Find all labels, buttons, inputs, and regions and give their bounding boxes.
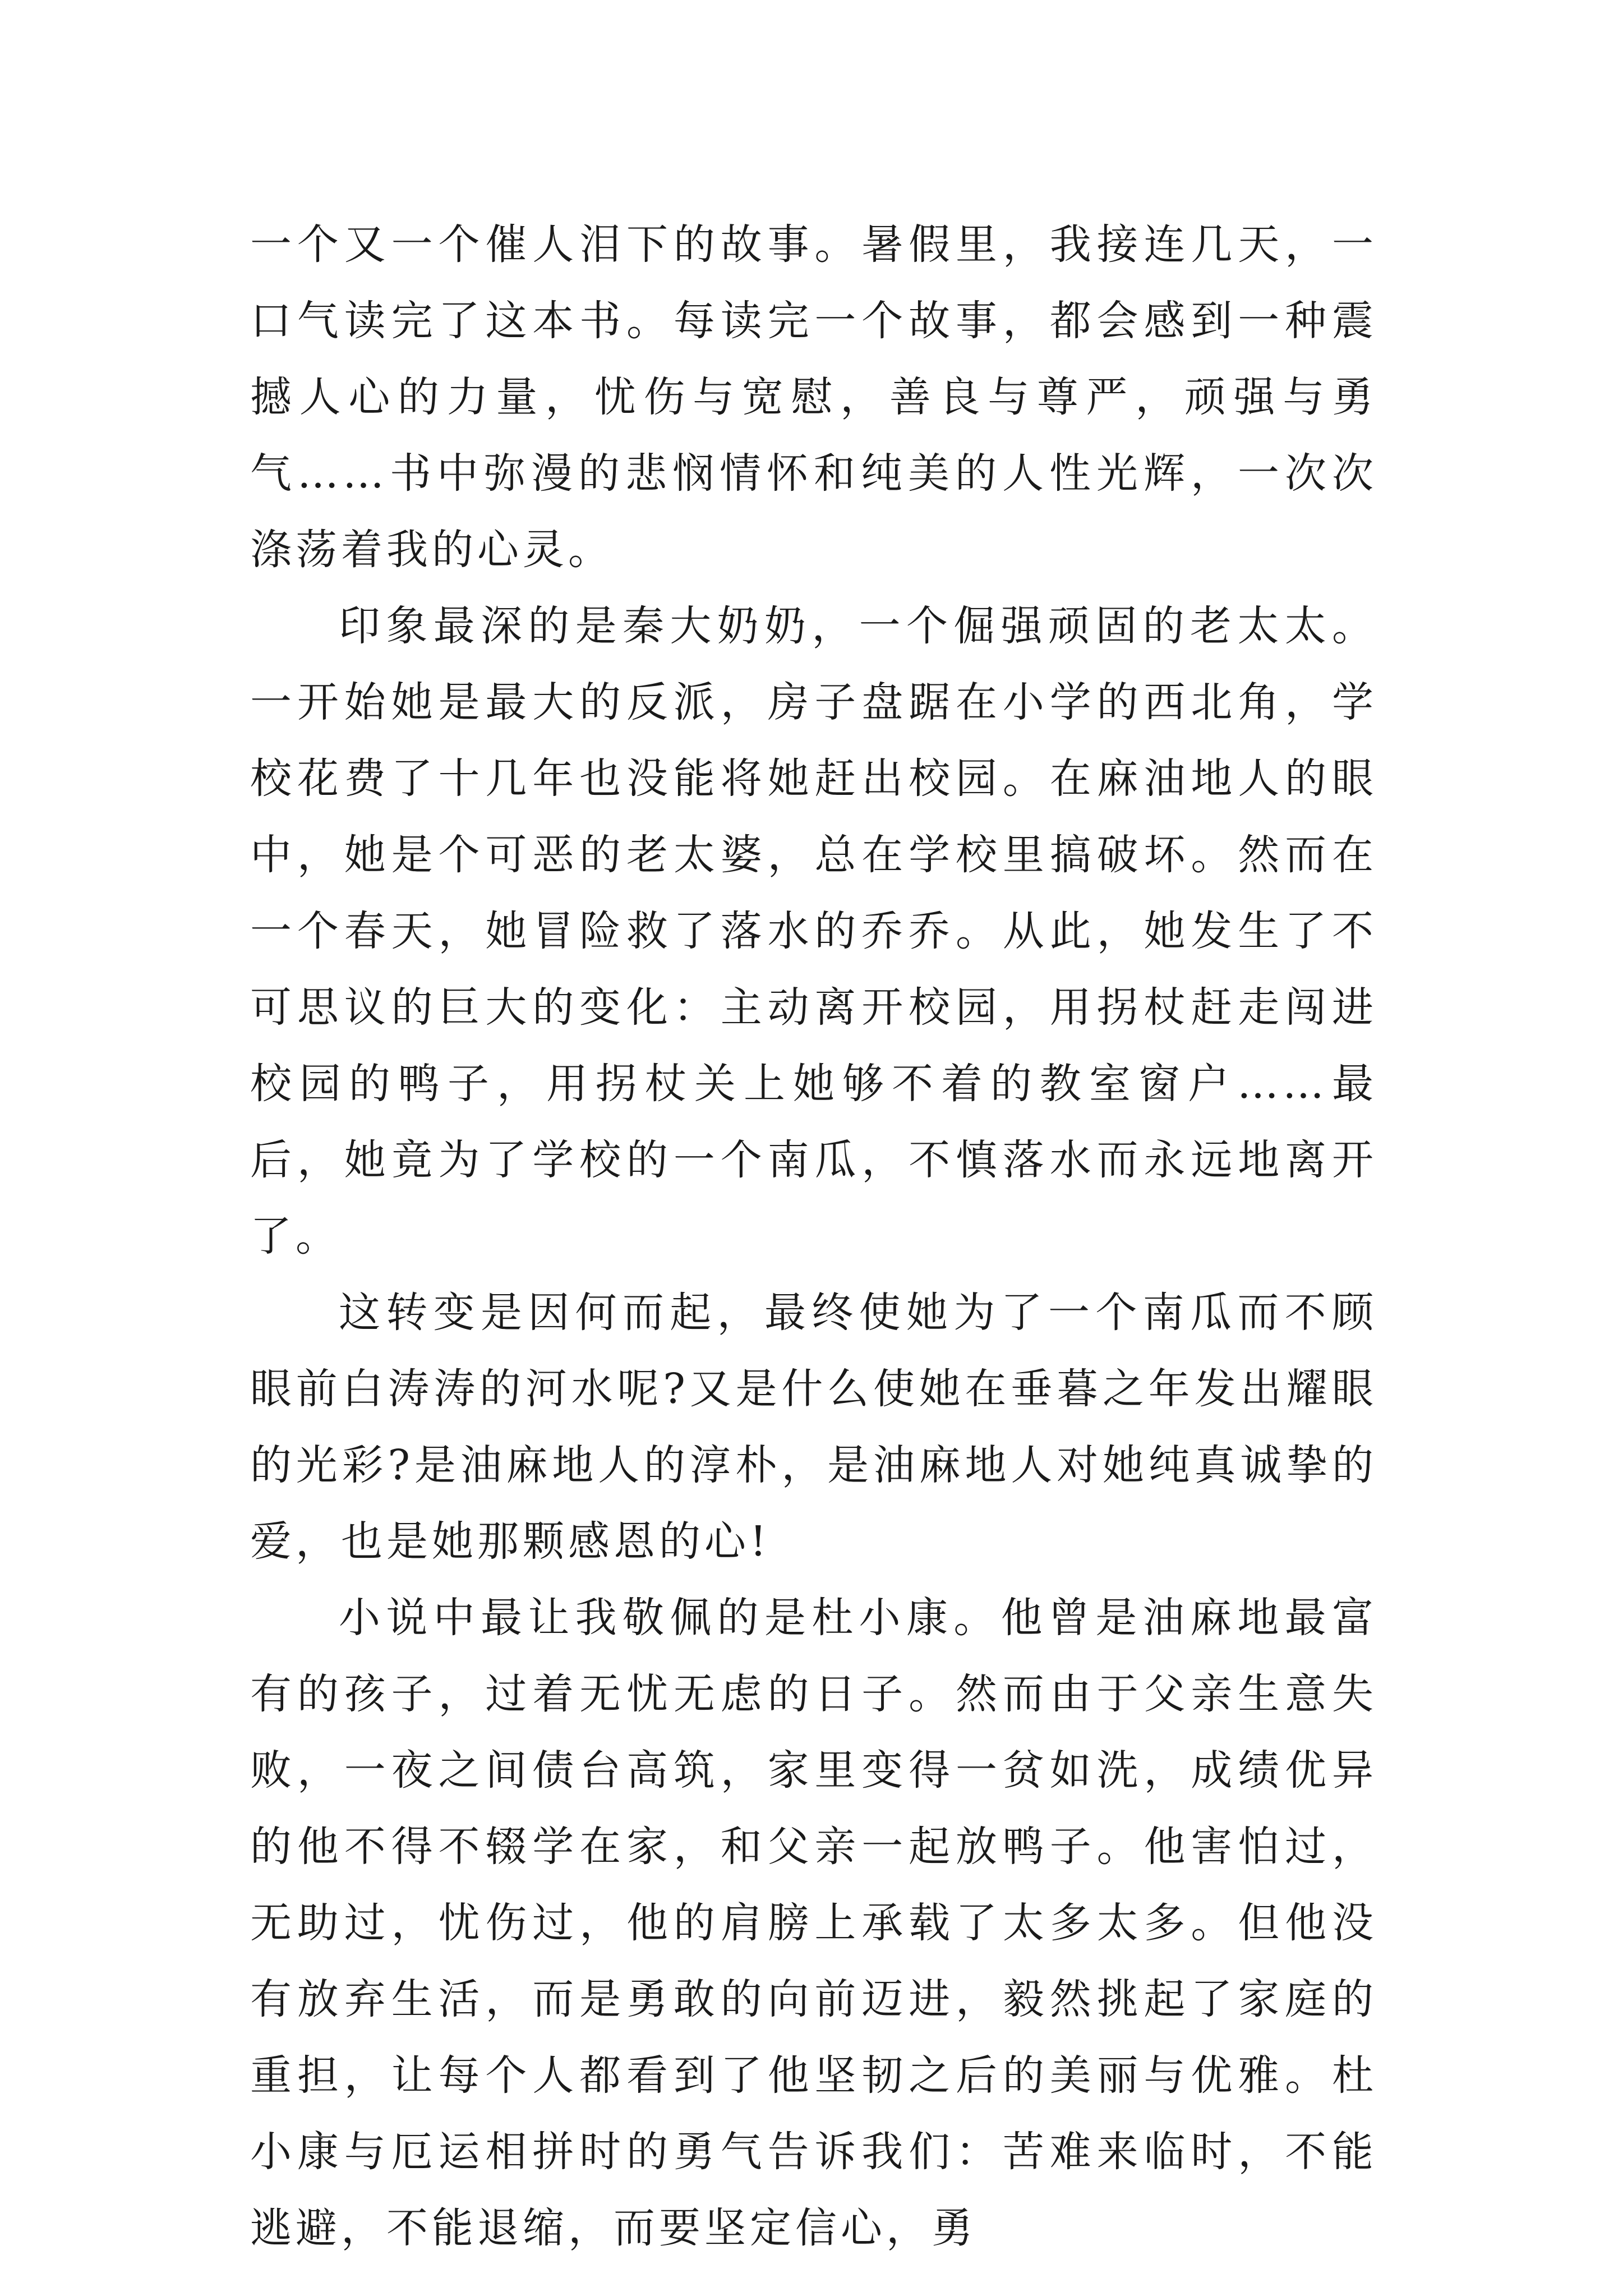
paragraph-4: 小说中最让我敬佩的是杜小康。他曾是油麻地最富有的孩子，过着无忧无虑的日子。然而由于父亲生意失败，一夜之间债台高筑，家里变得一贫如洗，成绩优异的他不得不辍学在家，和父亲一起放鸭子。他害怕过，无助过，忧伤过，他的肩膀上承载了太多太多。但他没有放弃生活，而是勇敢的向前迈进，毅然挑起了家庭的重担，让每个人都看到了他坚韧之后的美丽与优雅。杜小康与厄运相拼时的勇气告诉我们：苦难来临时，不能逃避，不能退缩，而要坚定信心，勇	[250, 1594, 1377, 2252]
paragraph-2: 印象最深的是秦大奶奶，一个倔强顽固的老太太。一开始她是最大的反派，房子盘踞在小学的西北角，学校花费了十几年也没能将她赶出校园。在麻油地人的眼中，她是个可恶的老太婆，总在学校里搞破坏。然而在一个春天，她冒险救了落水的乔乔。从此，她发生了不可思议的巨大的变化：主动离开校园，用拐杖赶走闯进校园的鸭子，用拐杖关上她够不着的教室窗户……最后，她竟为了学校的一个南瓜，不慎落水而永远地离开了。	[250, 602, 1377, 1260]
document-body	[250, 206, 1377, 2266]
paragraph-3: 这转变是因何而起，最终使她为了一个南瓜而不顾眼前白涛涛的河水呢?又是什么使她在垂暮之年发出耀眼的光彩?是油麻地人的淳朴，是油麻地人对她纯真诚挚的爱，也是她那颗感恩的心!	[250, 1289, 1377, 1566]
paragraph-1: 一个又一个催人泪下的故事。暑假里，我接连几天，一口气读完了这本书。每读完一个故事，都会感到一种震撼人心的力量，忧伤与宽慰，善良与尊严，顽强与勇气……书中弥漫的悲悯情怀和纯美的人性光辉，一次次涤荡着我的心灵。	[250, 220, 1377, 574]
